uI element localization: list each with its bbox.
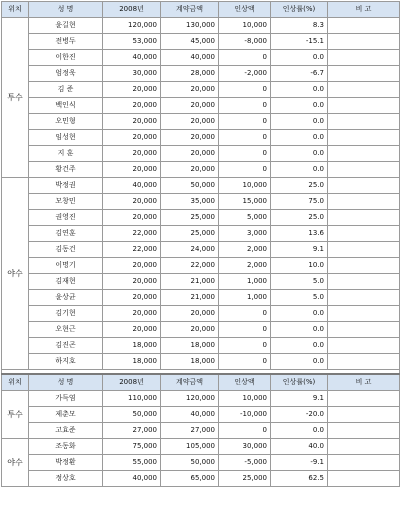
salary-2008: 20,000 (103, 194, 161, 210)
raise-rate: 5.0 (271, 290, 328, 306)
raise-amount: 10,000 (219, 18, 271, 34)
table-row (2, 18, 400, 34)
raise-amount: -5,000 (219, 455, 271, 471)
raise-amount: 0 (219, 162, 271, 178)
table-row (2, 98, 400, 114)
raise-rate: 9.1 (271, 391, 328, 407)
header-name: 성 명 (29, 374, 103, 391)
table-row (2, 423, 400, 439)
table-row (2, 306, 400, 322)
table-row (2, 455, 400, 471)
contract-amount: 20,000 (161, 146, 219, 162)
player-name: 윤상균 (29, 290, 103, 306)
header-note: 비 고 (328, 2, 400, 18)
salary-2008: 18,000 (103, 338, 161, 354)
contract-amount: 20,000 (161, 82, 219, 98)
position-cell: 야수 (2, 439, 29, 487)
contract-amount: 18,000 (161, 354, 219, 370)
contract-amount: 20,000 (161, 322, 219, 338)
table-row (2, 82, 400, 98)
note-cell (328, 162, 400, 178)
raise-amount: 0 (219, 114, 271, 130)
table-row (2, 258, 400, 274)
player-name: 오현근 (29, 322, 103, 338)
player-name: 모창민 (29, 194, 103, 210)
salary-2008: 30,000 (103, 66, 161, 82)
table-row (2, 146, 400, 162)
contract-amount: 50,000 (161, 455, 219, 471)
header-position: 위치 (2, 374, 29, 391)
note-cell (328, 226, 400, 242)
header-2008: 2008년 (103, 2, 161, 18)
table-row (2, 226, 400, 242)
salary-2008: 55,000 (103, 455, 161, 471)
raise-amount: 2,000 (219, 242, 271, 258)
player-name: 김진곤 (29, 338, 103, 354)
table-row (2, 407, 400, 423)
salary-table (1, 1, 400, 487)
player-name: 임성현 (29, 130, 103, 146)
note-cell (328, 354, 400, 370)
raise-amount: 0 (219, 423, 271, 439)
salary-2008: 20,000 (103, 322, 161, 338)
raise-amount: 0 (219, 130, 271, 146)
raise-amount: 0 (219, 354, 271, 370)
player-name: 전병두 (29, 34, 103, 50)
raise-amount: -8,000 (219, 34, 271, 50)
note-cell (328, 178, 400, 194)
salary-2008: 20,000 (103, 306, 161, 322)
raise-rate: 0.0 (271, 130, 328, 146)
salary-2008: 22,000 (103, 242, 161, 258)
table-row (2, 130, 400, 146)
raise-amount: 5,000 (219, 210, 271, 226)
player-name: 조동화 (29, 439, 103, 455)
table-row (2, 471, 400, 487)
note-cell (328, 274, 400, 290)
contract-amount: 65,000 (161, 471, 219, 487)
contract-amount: 25,000 (161, 226, 219, 242)
player-name: 백인식 (29, 98, 103, 114)
header-name: 성 명 (29, 2, 103, 18)
table-row (2, 66, 400, 82)
raise-amount: 0 (219, 82, 271, 98)
raise-amount: 0 (219, 146, 271, 162)
note-cell (328, 455, 400, 471)
note-cell (328, 130, 400, 146)
salary-2008: 20,000 (103, 98, 161, 114)
raise-rate: 0.0 (271, 322, 328, 338)
player-name: 이명기 (29, 258, 103, 274)
raise-rate: 62.5 (271, 471, 328, 487)
raise-rate: 75.0 (271, 194, 328, 210)
raise-rate: 0.0 (271, 338, 328, 354)
table-row (2, 338, 400, 354)
salary-2008: 53,000 (103, 34, 161, 50)
note-cell (328, 471, 400, 487)
contract-amount: 130,000 (161, 18, 219, 34)
raise-amount: 0 (219, 50, 271, 66)
contract-amount: 20,000 (161, 114, 219, 130)
player-name: 박정환 (29, 455, 103, 471)
contract-amount: 21,000 (161, 290, 219, 306)
player-name: 제춘모 (29, 407, 103, 423)
raise-amount: 10,000 (219, 178, 271, 194)
header-rate: 인상률(%) (271, 2, 328, 18)
position-cell: 투수 (2, 391, 29, 439)
contract-amount: 24,000 (161, 242, 219, 258)
salary-2008: 20,000 (103, 274, 161, 290)
header-contract: 계약금액 (161, 2, 219, 18)
table-row (2, 242, 400, 258)
raise-rate: 13.6 (271, 226, 328, 242)
raise-amount: 3,000 (219, 226, 271, 242)
raise-amount: 10,000 (219, 391, 271, 407)
salary-2008: 50,000 (103, 407, 161, 423)
note-cell (328, 258, 400, 274)
contract-amount: 20,000 (161, 98, 219, 114)
table-row (2, 50, 400, 66)
table-row (2, 274, 400, 290)
raise-rate: 0.0 (271, 114, 328, 130)
contract-amount: 120,000 (161, 391, 219, 407)
note-cell (328, 34, 400, 50)
header-row (2, 2, 400, 18)
raise-rate: 40.0 (271, 439, 328, 455)
note-cell (328, 391, 400, 407)
table-row (2, 439, 400, 455)
player-name: 황건주 (29, 162, 103, 178)
salary-2008: 40,000 (103, 178, 161, 194)
contract-amount: 50,000 (161, 178, 219, 194)
player-name: 이한진 (29, 50, 103, 66)
raise-amount: 1,000 (219, 290, 271, 306)
note-cell (328, 194, 400, 210)
note-cell (328, 338, 400, 354)
note-cell (328, 322, 400, 338)
player-name: 오민형 (29, 114, 103, 130)
raise-rate: 10.0 (271, 258, 328, 274)
salary-2008: 40,000 (103, 50, 161, 66)
header-raise: 인상액 (219, 374, 271, 391)
header-row (2, 374, 400, 391)
raise-rate: 25.0 (271, 210, 328, 226)
raise-amount: 0 (219, 338, 271, 354)
table-row (2, 194, 400, 210)
contract-amount: 21,000 (161, 274, 219, 290)
raise-amount: 2,000 (219, 258, 271, 274)
note-cell (328, 82, 400, 98)
player-name: 가득염 (29, 391, 103, 407)
player-name: 김 준 (29, 82, 103, 98)
note-cell (328, 114, 400, 130)
header-note: 비 고 (328, 374, 400, 391)
raise-rate: -20.0 (271, 407, 328, 423)
table-row (2, 178, 400, 194)
player-name: 엄정욱 (29, 66, 103, 82)
raise-rate: 25.0 (271, 178, 328, 194)
player-name: 박정권 (29, 178, 103, 194)
raise-amount: 0 (219, 322, 271, 338)
contract-amount: 28,000 (161, 66, 219, 82)
header-rate: 인상률(%) (271, 374, 328, 391)
note-cell (328, 18, 400, 34)
salary-2008: 75,000 (103, 439, 161, 455)
raise-amount: 30,000 (219, 439, 271, 455)
note-cell (328, 439, 400, 455)
raise-amount: 25,000 (219, 471, 271, 487)
table-row (2, 354, 400, 370)
salary-2008: 20,000 (103, 162, 161, 178)
table-row (2, 114, 400, 130)
player-name: 윤길현 (29, 18, 103, 34)
header-2008: 2008년 (103, 374, 161, 391)
salary-2008: 22,000 (103, 226, 161, 242)
raise-rate: 9.1 (271, 242, 328, 258)
salary-2008: 20,000 (103, 290, 161, 306)
salary-2008: 20,000 (103, 210, 161, 226)
header-contract: 계약금액 (161, 374, 219, 391)
player-name: 김연훈 (29, 226, 103, 242)
player-name: 하지호 (29, 354, 103, 370)
header-position: 위치 (2, 2, 29, 18)
note-cell (328, 66, 400, 82)
table-row (2, 391, 400, 407)
contract-amount: 40,000 (161, 407, 219, 423)
table-row (2, 290, 400, 306)
salary-2008: 110,000 (103, 391, 161, 407)
salary-2008: 120,000 (103, 18, 161, 34)
contract-amount: 22,000 (161, 258, 219, 274)
salary-2008: 20,000 (103, 146, 161, 162)
contract-amount: 20,000 (161, 130, 219, 146)
raise-rate: -15.1 (271, 34, 328, 50)
raise-rate: 5.0 (271, 274, 328, 290)
raise-amount: 15,000 (219, 194, 271, 210)
player-name: 김재현 (29, 274, 103, 290)
raise-amount: -10,000 (219, 407, 271, 423)
player-name: 지 훈 (29, 146, 103, 162)
player-name: 고효준 (29, 423, 103, 439)
salary-2008: 20,000 (103, 82, 161, 98)
note-cell (328, 423, 400, 439)
contract-amount: 45,000 (161, 34, 219, 50)
raise-rate: 0.0 (271, 82, 328, 98)
table-row (2, 322, 400, 338)
contract-amount: 20,000 (161, 162, 219, 178)
contract-amount: 27,000 (161, 423, 219, 439)
note-cell (328, 290, 400, 306)
player-name: 김동건 (29, 242, 103, 258)
contract-amount: 25,000 (161, 210, 219, 226)
raise-rate: -9.1 (271, 455, 328, 471)
raise-amount: 0 (219, 306, 271, 322)
salary-2008: 27,000 (103, 423, 161, 439)
player-name: 권영진 (29, 210, 103, 226)
note-cell (328, 50, 400, 66)
table-row (2, 210, 400, 226)
salary-2008: 40,000 (103, 471, 161, 487)
raise-rate: -6.7 (271, 66, 328, 82)
player-name: 김기현 (29, 306, 103, 322)
position-cell: 야수 (2, 178, 29, 370)
note-cell (328, 210, 400, 226)
contract-amount: 40,000 (161, 50, 219, 66)
raise-rate: 0.0 (271, 50, 328, 66)
header-raise: 인상액 (219, 2, 271, 18)
salary-2008: 18,000 (103, 354, 161, 370)
player-name: 정상호 (29, 471, 103, 487)
note-cell (328, 407, 400, 423)
raise-rate: 0.0 (271, 306, 328, 322)
contract-amount: 105,000 (161, 439, 219, 455)
raise-rate: 0.0 (271, 354, 328, 370)
note-cell (328, 98, 400, 114)
raise-amount: 0 (219, 98, 271, 114)
raise-rate: 0.0 (271, 162, 328, 178)
note-cell (328, 146, 400, 162)
contract-amount: 18,000 (161, 338, 219, 354)
note-cell (328, 306, 400, 322)
table-row (2, 34, 400, 50)
raise-rate: 8.3 (271, 18, 328, 34)
raise-rate: 0.0 (271, 98, 328, 114)
salary-2008: 20,000 (103, 114, 161, 130)
position-cell: 투수 (2, 18, 29, 178)
contract-amount: 35,000 (161, 194, 219, 210)
salary-2008: 20,000 (103, 130, 161, 146)
contract-amount: 20,000 (161, 306, 219, 322)
table-row (2, 162, 400, 178)
raise-rate: 0.0 (271, 423, 328, 439)
note-cell (328, 242, 400, 258)
raise-rate: 0.0 (271, 146, 328, 162)
raise-amount: 1,000 (219, 274, 271, 290)
salary-2008: 20,000 (103, 258, 161, 274)
raise-amount: -2,000 (219, 66, 271, 82)
